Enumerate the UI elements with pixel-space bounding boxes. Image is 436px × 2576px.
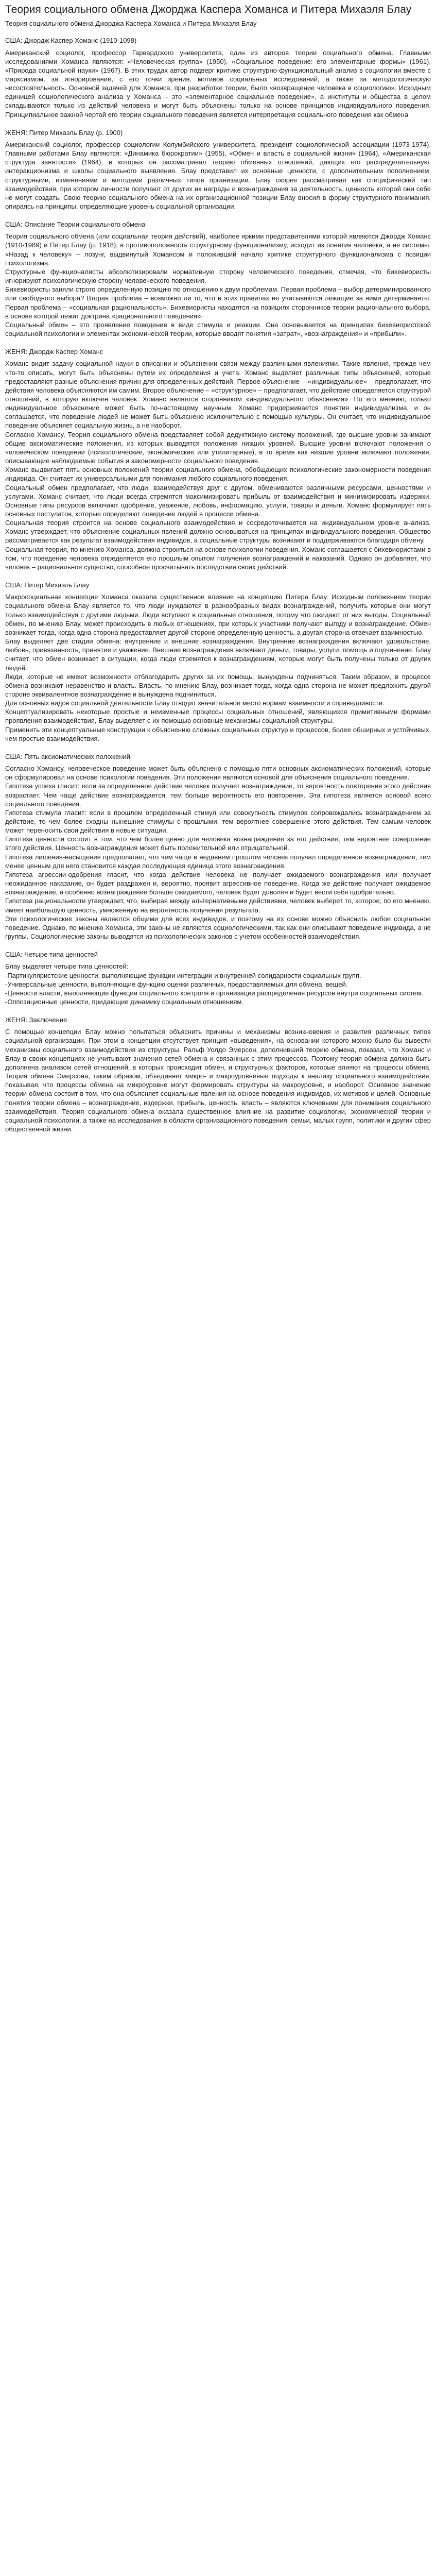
paragraph: Гипотеза ценности состоит в том, что чем более ценно для человека вознаграждение за его действие, тем вероятнее совершение этого действия. Ценность вознаграждения может быть положительной или отрицательной.	[5, 835, 431, 852]
section-heading: ЖЕНЯ: Питер Михаэль Блау (р. 1900)	[5, 128, 123, 137]
section	[5, 347, 431, 571]
section-heading: США: Четыре типа ценностей	[5, 951, 98, 959]
section	[5, 752, 431, 941]
document-page	[0, 0, 436, 1148]
page-title: Теория социального обмена Джорджа Каспера Хоманса и Питера Михаэля Блау	[5, 4, 412, 15]
page-subtitle: Теория социального обмена Джорджа Каспера Хоманса и Питера Михаэля Блау	[5, 20, 257, 28]
list-item: -Партикуляристские ценности, выполняющие функции интеграции и внутренней солидарности социальных групп.	[5, 971, 361, 979]
paragraph: Американский социолог, профессор Гарвардского университета, один из авторов теории социального обмена. Главными исследованиями Хоманса являются: «Человеческая группа» (1950), «Социальное поведение: его элементарные формы» (1961), «Природа социальной науки» (1967). В этих трудах автор подверг критике структурно-функциональный анализ в социологии вместе с марксизмом, за игнорирование, с его точки зрения, мотивов социальных исследований, а также за методологическую несостоятельность. Основной задачей для Хоманса, при разработке теории, было «возвращение человека в социологию». Исходным единицей социологического анализа у Хоманса – это «элементарное социальное поведение», а институты и общества в целом складываются только из действий человека и могут быть объяснены только на основе принципов индивидуального поведения. Принципиальное важной чертой его теории социального поведения является интерпретация социального поведения как обмена	[5, 48, 431, 118]
paragraph: Макросоциальная концепция Хоманса оказала существенное влияние на концепцию Питера Блау. Исходным положением теории социального обмена Блау является то, что люди нуждаются в разнообразных видах вознаграждений, получить которые они могут только взаимодействуя с другими людьми. Люди вступают в социальные отношения, потому что ожидают от них выгоды. Социальный обмен, по мнению Блау, может происходить в любых отношениях, при которых участники получают выгоду и вознаграждение. Обмен возникает тогда, когда одна сторона предоставляет другой стороне определенную ценность, а другая сторона отвечает взаимностью.	[5, 593, 431, 636]
value-list	[5, 971, 431, 1007]
paragraph: Теория социального обмена (или социальная теория действий), наиболее яркими представителями которой являются Джордж Хоманс (1910-1989) и Питер Блау (р. 1918), в противоположность структурному функционализму, исходит из понятия человека, а не системы. «Назад к человеку» – лозунг, выдвинутый Хомансом и положивший начало критике структурного функционализма с позиции психологизма.	[5, 232, 431, 267]
paragraph: Применить эти концептуальные конструкции к объяснению сложных социальных структур и процессов, более обширных и устойчивых, чем простые взаимодействия.	[5, 725, 431, 742]
section	[5, 220, 431, 338]
section-heading: США: Описание Теории социального обмена	[5, 221, 146, 229]
paragraph: Люди, которые не имеют возможности отблагодарить других за их помощь, вынуждены подчиняться. Таким образом, в процессе обмена возникают неравенство и власть. Власть, по мнению Блау, возникает тогда, когда одна сторона не может предложить другой стороне эквивалентное вознаграждение и вынуждена подчиниться.	[5, 672, 431, 698]
section-heading: США: Пять аксиоматических положений	[5, 752, 131, 760]
paragraph: Хоманс видит задачу социальной науки в описании и объяснении связи между различными явлениями. Такие явления, прежде чем что-то описать, могут быть объяснены путем их определения и учета. Хоманс выделяет различные типы объяснений, которые предоставляют разные объяснения причин для определенных действий. Первое объяснение – «индивидуальное» – предполагает, что действия человека объясняются им самим. Второе объяснение – «структурное» – предполагает, что действие определяется структурой отношений, в которую включен человек. Хоманс является сторонником «индивидуального объяснения». По его мнению, только индивидуальное объяснение может быть по-настоящему научным. Хоманс придерживается понятия индивидуализма, и он соглашается, что поведение людей не может быть объяснено исключительно с помощью культуры. Он считает, что индивидуальное поведение объясняет социальную жизнь, а не наоборот.	[5, 360, 431, 430]
section-heading: ЖЕНЯ: Джордж Каспер Хоманс	[5, 348, 103, 356]
paragraph: Эти психологические законы являются общими для всех индивидов, и поэтому на их основе можно объяснить любое социальное поведение. Однако, по мнению Хоманса, эти законы не являются социологическими, так как они описывают поведение индивида, а не группы. Социологические законы выводятся из психологических законов с учетом особенностей взаимодействия.	[5, 914, 431, 941]
paragraph: С помощью концепции Блау можно попытаться объяснить причины и механизмы возникновения и развития различных типов социальной организации. При этом в концепции отсутствует принцип «выведения», на основании которого можно было бы вывести механизмы социального взаимодействия из структуры. Ральф Уолдо Эмерсон, дополнивший теорию обмена, показал, что Хоманс и Блау в своих концепциях не учитывают значения сетей обмена и связанных с этим процессов. Поэтому теория обмена должна быть дополнена анализом сетей отношений, в которых происходит обмен, и структурных факторов, которые влияют на процессы обмена. Теория обмена Эмерсона, таким образом, объединяет микро- и макроуровневые подходы к анализу социального взаимодействия, показывая, что процессы обмена на микроуровне могут формировать структуры на макроуровне, и наоборот. Основное значение теории обмена состоит в том, что она объясняет социальные явления на основе поведения индивидов, их мотивов и целей. Основные понятия теории обмена – вознаграждение, издержки, прибыль, ценность, власть – являются ключевыми для понимания социального взаимодействия. Теория социального обмена оказала существенное влияние на развитие социологии, экономической теории и социальной психологии, а также на исследования в области организационного поведения, семьи, малых групп, политики и других сфер общественной жизни.	[5, 1028, 431, 1133]
paragraph: Гипотеза лишения-насыщения предполагает, что чем чаще в недавнем прошлом человек получал определенное вознаграждение, тем менее ценным для него становится каждая последующая единица этого вознаграждения.	[5, 853, 431, 870]
list-item: -Оппозиционные ценности, придающие динамику социальным отношениям.	[5, 997, 243, 1006]
section-heading: США: Джордж Каспер Хоманс (1910-1098)	[5, 37, 137, 45]
paragraph: Блау выделяет четыре типа ценностей:	[5, 962, 129, 971]
section	[5, 128, 431, 211]
paragraph: Гипотеза рациональности утверждает, что, выбирая между альтернативными действиями, человек выберет то, которое, по его мнению, имеет наибольшую ценность, умноженную на вероятность получения результата.	[5, 897, 431, 914]
section-heading: ЖЕНЯ: Заключение	[5, 1016, 67, 1024]
section	[5, 1015, 431, 1133]
paragraph: Социальная теория, по мнению Хоманса, должна строиться на основе психологии поведения. Хоманс соглашается с бихевиористами в том, что поведение человека определяется его прошлым опытом получения вознаграждений и наказаний. Однако он добавляет, что человек – рациональное существо, способное просчитывать последствия своих действий.	[5, 545, 431, 571]
paragraph: Социальный обмен предполагает, что люди, взаимодействуя друг с другом, обмениваются различными ресурсами, ценностями и услугами. Хоманс считает, что люди всегда стремятся максимизировать прибыль от взаимодействия и минимизировать издержки. Основные типы ресурсов включают одобрение, уважение, любовь, информацию, услуги, товары и деньги. Хоманс формулирует пять основных постулатов, которые определяют поведение людей в процессе обмена.	[5, 483, 431, 518]
list-item: -Ценности власти, выполняющие функции социального контроля и организации распределения ресурсов внутри социальных систем.	[5, 989, 423, 997]
paragraph: Согласно Хомансу, Теория социального обмена представляет собой дедуктивную систему положений, где высшие уровни занимают общие аксиоматические положения, из которых выводятся положения низших уровней. Высшие уровни включают положения о человеческом поведении (психологические, экономические или утилитарные), в то время как низшие уровни включают положения, описывающие наблюдаемые события и закономерности социального поведения.	[5, 430, 431, 465]
list-item: -Универсальные ценности, выполняющие функцию оценки различных, предоставляемых для обмена, вещей.	[5, 980, 348, 988]
paragraph: Социальная теория строится на основе социального взаимодействия и сосредоточивается на индивидуальном уровне анализа. Хоманс утверждает, что объяснение социальных явлений должно основываться на принципах индивидуального поведения. Общество рассматривается как результат взаимодействия индивидов, а социальные структуры возникают и поддерживаются благодаря обмену.	[5, 519, 431, 545]
paragraph: Блау выделяет две стадии обмена: внутренние и внешние вознаграждения. Внутренние вознаграждения включают удовольствие, любовь, привязанность, принятие и уважение. Внешние вознаграждения включают деньги, товары, услуги, помощь и подчинение. Блау считает, что обмен возникает в ситуации, когда люди стремятся к вознаграждениям, которые могут быть получены только от других людей.	[5, 637, 431, 672]
section	[5, 581, 431, 743]
paragraph: Гипотеза агрессии-одобрения гласит, что когда действие человека не получает ожидаемого вознаграждения или получает неожиданное наказание, он будет раздражен и, вероятно, проявит агрессивное поведение. Когда же действие получает ожидаемое вознаграждение, а особенно вознаграждение больше ожидаемого, человек будет доволен и будет вести себя одобрительно.	[5, 870, 431, 896]
section-heading: США: Питер Михаэль Блау	[5, 581, 90, 589]
paragraph: Социальный обмен – это проявление поведения в виде стимула и реакции. Она основывается на принципах бихевиористской социальной психологии и элементах экономической теории, которые вводят понятия «затрат», «вознаграждения» и «прибыли».	[5, 320, 431, 338]
paragraph: Американский социолог, профессор социологии Колумбийского университета, президент социологической ассоциации (1973-1974). Главными работами Блау являются: «Динамика бюрократии» (1955), «Обмен и власть в социальной жизни» (1964), «Американская структура занятости» (1964), в которых он рассматривал теорию обменных отношений, дающих его распределительную, интеракционизма и школы социального выявления. Блау представил их основные ценности, с дополнительным пополнением, структурными, изменениями и методами различных типов организации. Блау скорее рассматривал как специфический тип взаимодействия, при котором личности получают от других их награды и вознаграждения за деятельность, ценность которой они себе не могут создать. Свою теорию социального обмена на их организационной позиции Блау вносил в форму структурного понимания, опираясь на принципы, определяющие уровень социальной организации.	[5, 140, 431, 210]
paragraph: Гипотеза успеха гласит: если за определенное действие человек получает вознаграждение, то вероятность повторения этого действия возрастает. Чем чаще действие вознаграждается, тем больше вероятность его повторения. Эта гипотеза является основой всего социального поведения.	[5, 782, 431, 808]
paragraph: Бихевиористы заняли строго определенную позицию по отношению к двум проблемам. Первая проблема – выбор детерминированного или свободного выбора? Вторая проблема – возможно ли то, что в этих правилах не учитываются лежащие за ними детерминанты. Первая проблема – «социальная рациональность». Бихевиористы находятся на позициях сторонников теории рационального выбора, в основе которой лежит доктрина «рационального поведения».	[5, 285, 431, 320]
paragraph: Для основных видов социальной деятельности Блау отводит значительное место нормам взаимности и справедливости.	[5, 699, 385, 707]
paragraph: Структурные функционалисты абсолютизировали нормативную сторону человеческого поведения, отмечая, что бихевиористы игнорируют психологическую сторону человеческого поведения.	[5, 267, 431, 285]
sections-container	[5, 36, 431, 1133]
paragraph: Хоманс выдвигает пять основных положений теории социального обмена, обобщающих психологические закономерности поведения индивида. Он считает их универсальными для понимания любого социального поведения.	[5, 466, 431, 483]
paragraph: Концептуализировать некоторые простые и неизменные процессы социальных отношений, являющихся примитивными формами проявления взаимодействия, Блау выделяет с их помощью основные механизмы социальной структуры.	[5, 708, 431, 725]
section	[5, 950, 431, 1006]
paragraph: Согласно Хомансу, человеческое поведение может быть объяснено с помощью пяти основных аксиоматических положений, которые он сформулировал на основе психологии поведения. Эти положения являются основой для объяснения социального поведения.	[5, 765, 431, 782]
section	[5, 36, 431, 118]
paragraph: Гипотеза стимула гласит: если в прошлом определенный стимул или совокупность стимулов сопровождались вознаграждением за действие, то чем более сходны нынешние стимулы с прошлыми, тем вероятнее совершение этого действия. Тем самым человек может переносить свои действия в новые ситуации.	[5, 808, 431, 835]
